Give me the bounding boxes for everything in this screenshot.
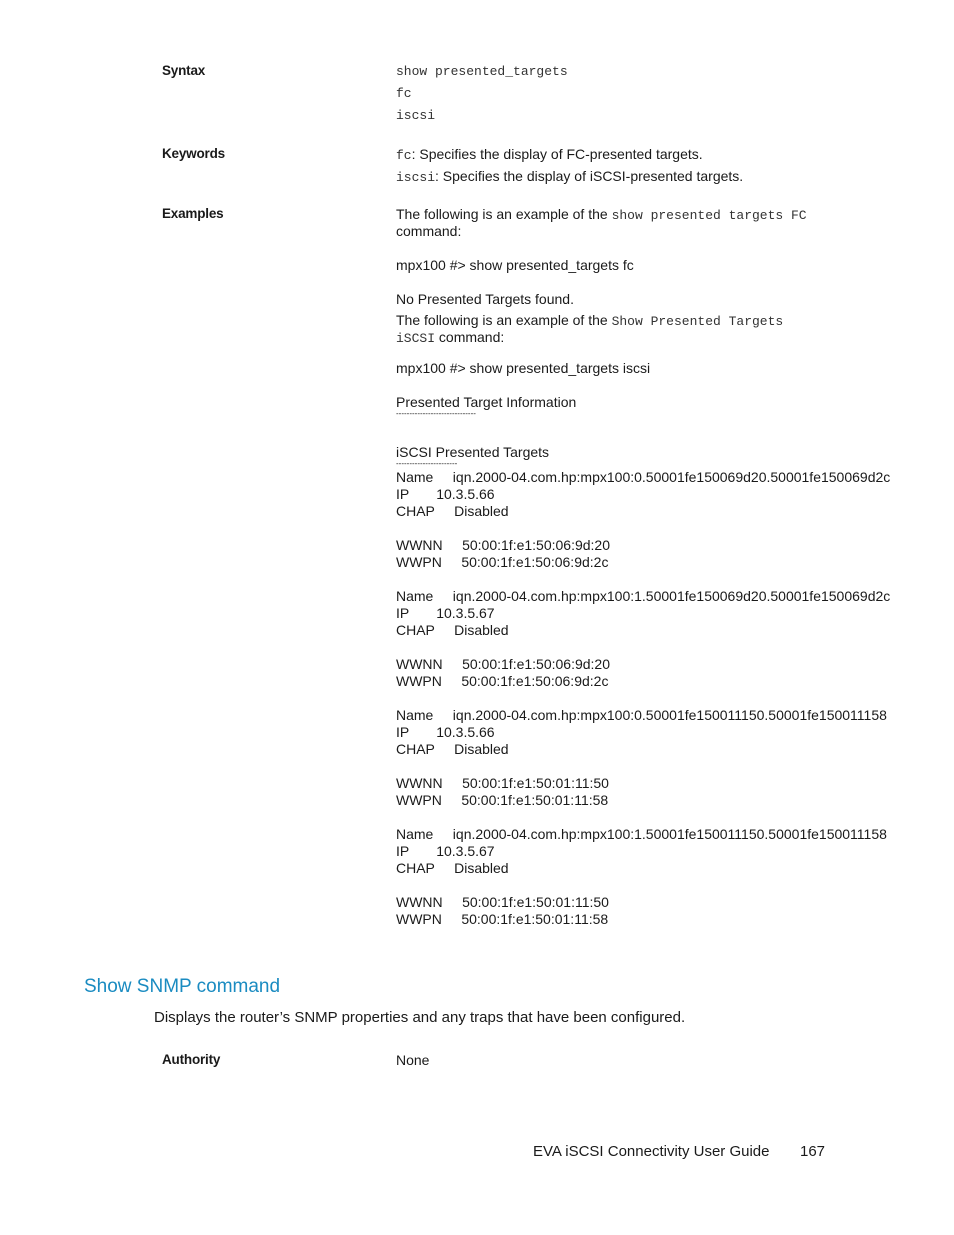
target-chap: CHAP Disabled <box>396 741 509 757</box>
keyword-fc <box>396 146 743 168</box>
target-ip: IP 10.3.5.67 <box>396 605 495 621</box>
example-command: mpx100 #> show presented_targets fc <box>396 257 634 273</box>
target-entry <box>396 707 890 826</box>
authority-label: Authority <box>162 1052 221 1067</box>
syntax-block <box>396 63 568 129</box>
target-wwpn: WWPN 50:00:1f:e1:50:01:11:58 <box>396 911 609 927</box>
no-targets-text: No Presented Targets found. <box>396 291 574 307</box>
target-entry <box>396 826 890 928</box>
keywords-block <box>396 146 743 185</box>
keyword-desc: : Specifies the display of FC-presented targets. <box>411 146 703 162</box>
target-ip: IP 10.3.5.66 <box>396 724 495 740</box>
target-wwnn: WWNN 50:00:1f:e1:50:06:9d:20 <box>396 656 611 672</box>
intro-code: show presented targets FC <box>611 208 807 223</box>
target-wwpn: WWPN 50:00:1f:e1:50:01:11:58 <box>396 792 609 808</box>
syntax-label: Syntax <box>162 63 206 78</box>
keywords-label: Keywords <box>162 146 225 161</box>
target-wwnn: WWNN 50:00:1f:e1:50:01:11:50 <box>396 775 609 791</box>
keyword-iscsi <box>396 168 743 185</box>
target-name: Name iqn.2000-04.com.hp:mpx100:0.50001fe150069d20.50001fe150069d2c <box>396 469 891 485</box>
footer-title: EVA iSCSI Connectivity User Guide <box>533 1143 770 1160</box>
target-wwnn: WWNN 50:00:1f:e1:50:01:11:50 <box>396 894 609 910</box>
example-command: mpx100 #> show presented_targets iscsi <box>396 360 651 376</box>
syntax-line: iscsi <box>396 108 436 123</box>
page-number: 167 <box>800 1143 826 1160</box>
target-chap: CHAP Disabled <box>396 622 509 638</box>
examples-block <box>396 206 890 928</box>
target-chap: CHAP Disabled <box>396 860 509 876</box>
example-intro <box>396 312 890 329</box>
section-description: Displays the router’s SNMP properties and any traps that have been configured. <box>154 1009 686 1026</box>
info-title: Presented Target Information <box>396 394 577 410</box>
example-intro-cont <box>396 329 890 346</box>
authority-value: None <box>396 1052 430 1068</box>
target-wwpn: WWPN 50:00:1f:e1:50:06:9d:2c <box>396 554 609 570</box>
info-underline: ------------------------------ <box>396 411 476 418</box>
section-heading: Show SNMP command <box>84 976 281 997</box>
target-entry <box>396 469 890 588</box>
target-name: Name iqn.2000-04.com.hp:mpx100:1.50001fe150011150.50001fe150011158 <box>396 826 887 842</box>
target-ip: IP 10.3.5.67 <box>396 843 495 859</box>
example-intro-cont: command: <box>396 223 462 239</box>
target-name: Name iqn.2000-04.com.hp:mpx100:0.50001fe150011150.50001fe150011158 <box>396 707 887 723</box>
target-wwpn: WWPN 50:00:1f:e1:50:06:9d:2c <box>396 673 609 689</box>
target-wwnn: WWNN 50:00:1f:e1:50:06:9d:20 <box>396 537 611 553</box>
syntax-line: fc <box>396 86 412 101</box>
keyword-code: iscsi <box>396 170 436 185</box>
keyword-desc: : Specifies the display of iSCSI-presented targets. <box>435 168 744 184</box>
target-ip: IP 10.3.5.66 <box>396 486 495 502</box>
iscsi-title: iSCSI Presented Targets <box>396 444 550 460</box>
intro-text: command: <box>435 329 505 345</box>
target-entry <box>396 588 890 707</box>
target-name: Name iqn.2000-04.com.hp:mpx100:1.50001fe150069d20.50001fe150069d2c <box>396 588 891 604</box>
keyword-code: fc <box>396 148 412 163</box>
iscsi-underline: ----------------------- <box>396 461 458 468</box>
target-chap: CHAP Disabled <box>396 503 509 519</box>
example-intro <box>396 206 890 223</box>
intro-text: The following is an example of the <box>396 206 612 222</box>
examples-label: Examples <box>162 206 224 221</box>
intro-code: Show Presented Targets <box>611 314 784 329</box>
syntax-line: show presented_targets <box>396 64 568 79</box>
intro-code: iSCSI <box>396 331 436 346</box>
intro-text: The following is an example of the <box>396 312 612 328</box>
